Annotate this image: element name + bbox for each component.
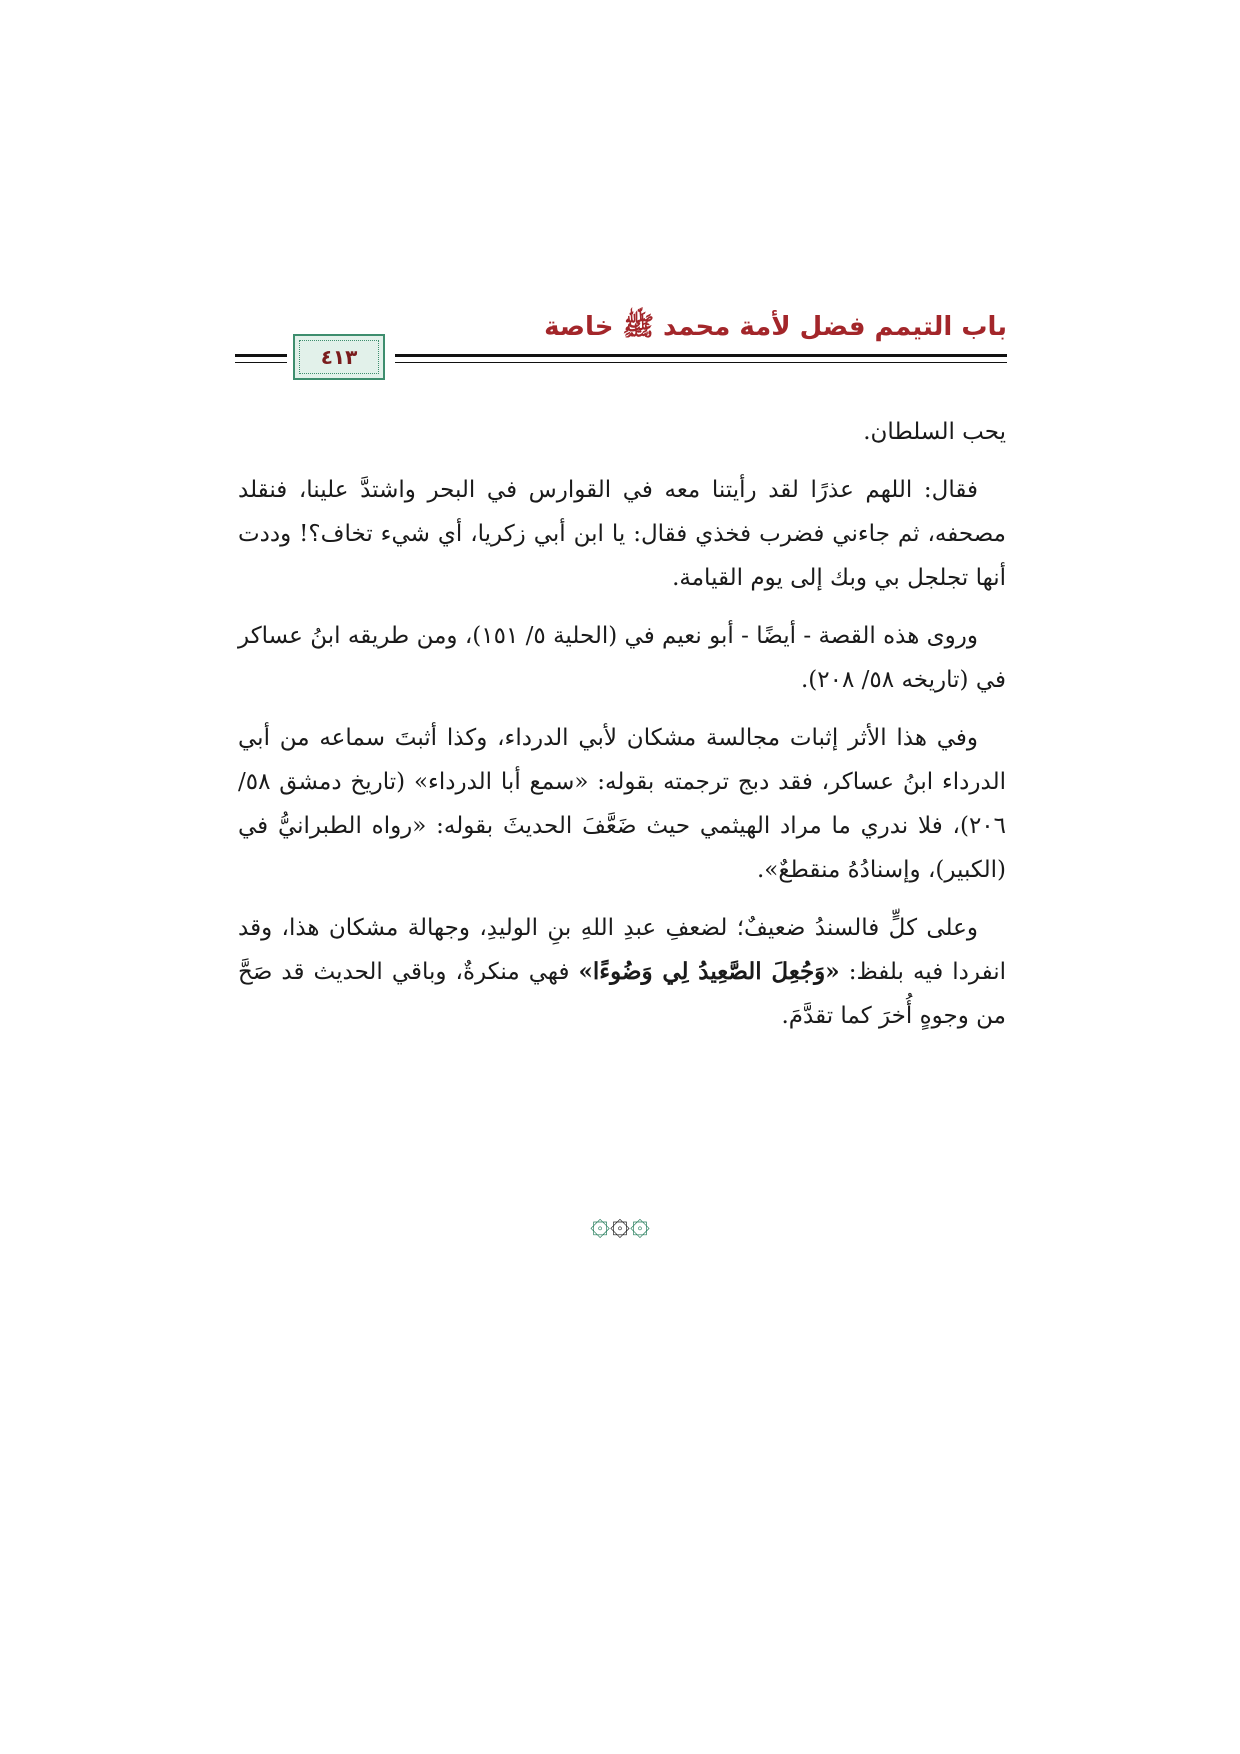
header-rule-top xyxy=(395,354,1007,357)
ornament-star-icon: ۞ xyxy=(590,1203,611,1243)
paragraph-5 xyxy=(238,906,1006,1038)
paragraph-4: وفي هذا الأثر إثبات مجالسة مشكان لأبي الدرداء، وكذا أثبتَ سماعه من أبي الدرداء ابنُ عساكر، فقد دبج ترجمته بقوله: «سمع أبا الدرداء» (تاريخ دمشق ٥٨/ ٢٠٦)، فلا ندري ما مراد الهيثمي حيث ضَعَّفَ الحديثَ بقوله: «رواه الطبرانيُّ في (الكبير)، وإسنادُهُ منقطعٌ». xyxy=(238,725,1006,883)
hadith-quote: «وَجُعِلَ الصَّعِيدُ لِي وَضُوءًا» xyxy=(578,958,840,985)
page-header xyxy=(235,310,1007,390)
paragraph-1: يحب السلطان. xyxy=(863,419,1006,445)
header-rule-left-top xyxy=(235,354,287,357)
paragraph-2: فقال: اللهم عذرًا لقد رأيتنا معه في القوارس في البحر واشتدَّ علينا، فنقلد مصحفه، ثم جاءني فضرب فخذي فقال: يا ابن أبي زكريا، أي شيء تخاف؟! وددت أنها تجلجل بي وبك إلى يوم القيامة. xyxy=(238,477,1006,591)
page-number: ٤١٣ xyxy=(320,345,358,369)
section-end-ornaments xyxy=(0,1202,1240,1243)
paragraph-3: وروى هذه القصة - أيضًا - أبو نعيم في (الحلية ٥/ ١٥١)، ومن طريقه ابنُ عساكر في (تاريخه ٥٨/ ٢٠٨). xyxy=(238,623,1006,693)
paragraph-5-text-a: وعلى كلٍّ فالسندُ ضعيفٌ؛ لضعفِ عبدِ اللهِ بنِ الوليدِ، وجهالة مشكان هذا، وقد انفردا فيه بلفظ: xyxy=(238,915,1006,985)
ornament-star-icon: ۞ xyxy=(610,1203,630,1243)
ornament-star-icon: ۞ xyxy=(629,1203,650,1243)
page-number-badge xyxy=(293,334,385,380)
paragraph-5-text-b: فهي منكرةٌ، وباقي الحديث قد صَحَّ من وجوهٍ أُخرَ كما تقدَّمَ. xyxy=(238,959,1006,1029)
header-rule-bottom xyxy=(395,362,1007,363)
header-rule-left-bottom xyxy=(235,362,287,363)
chapter-title: باب التيمم فضل لأمة محمد ﷺ خاصة xyxy=(544,312,1007,342)
page-body xyxy=(238,410,1006,1052)
